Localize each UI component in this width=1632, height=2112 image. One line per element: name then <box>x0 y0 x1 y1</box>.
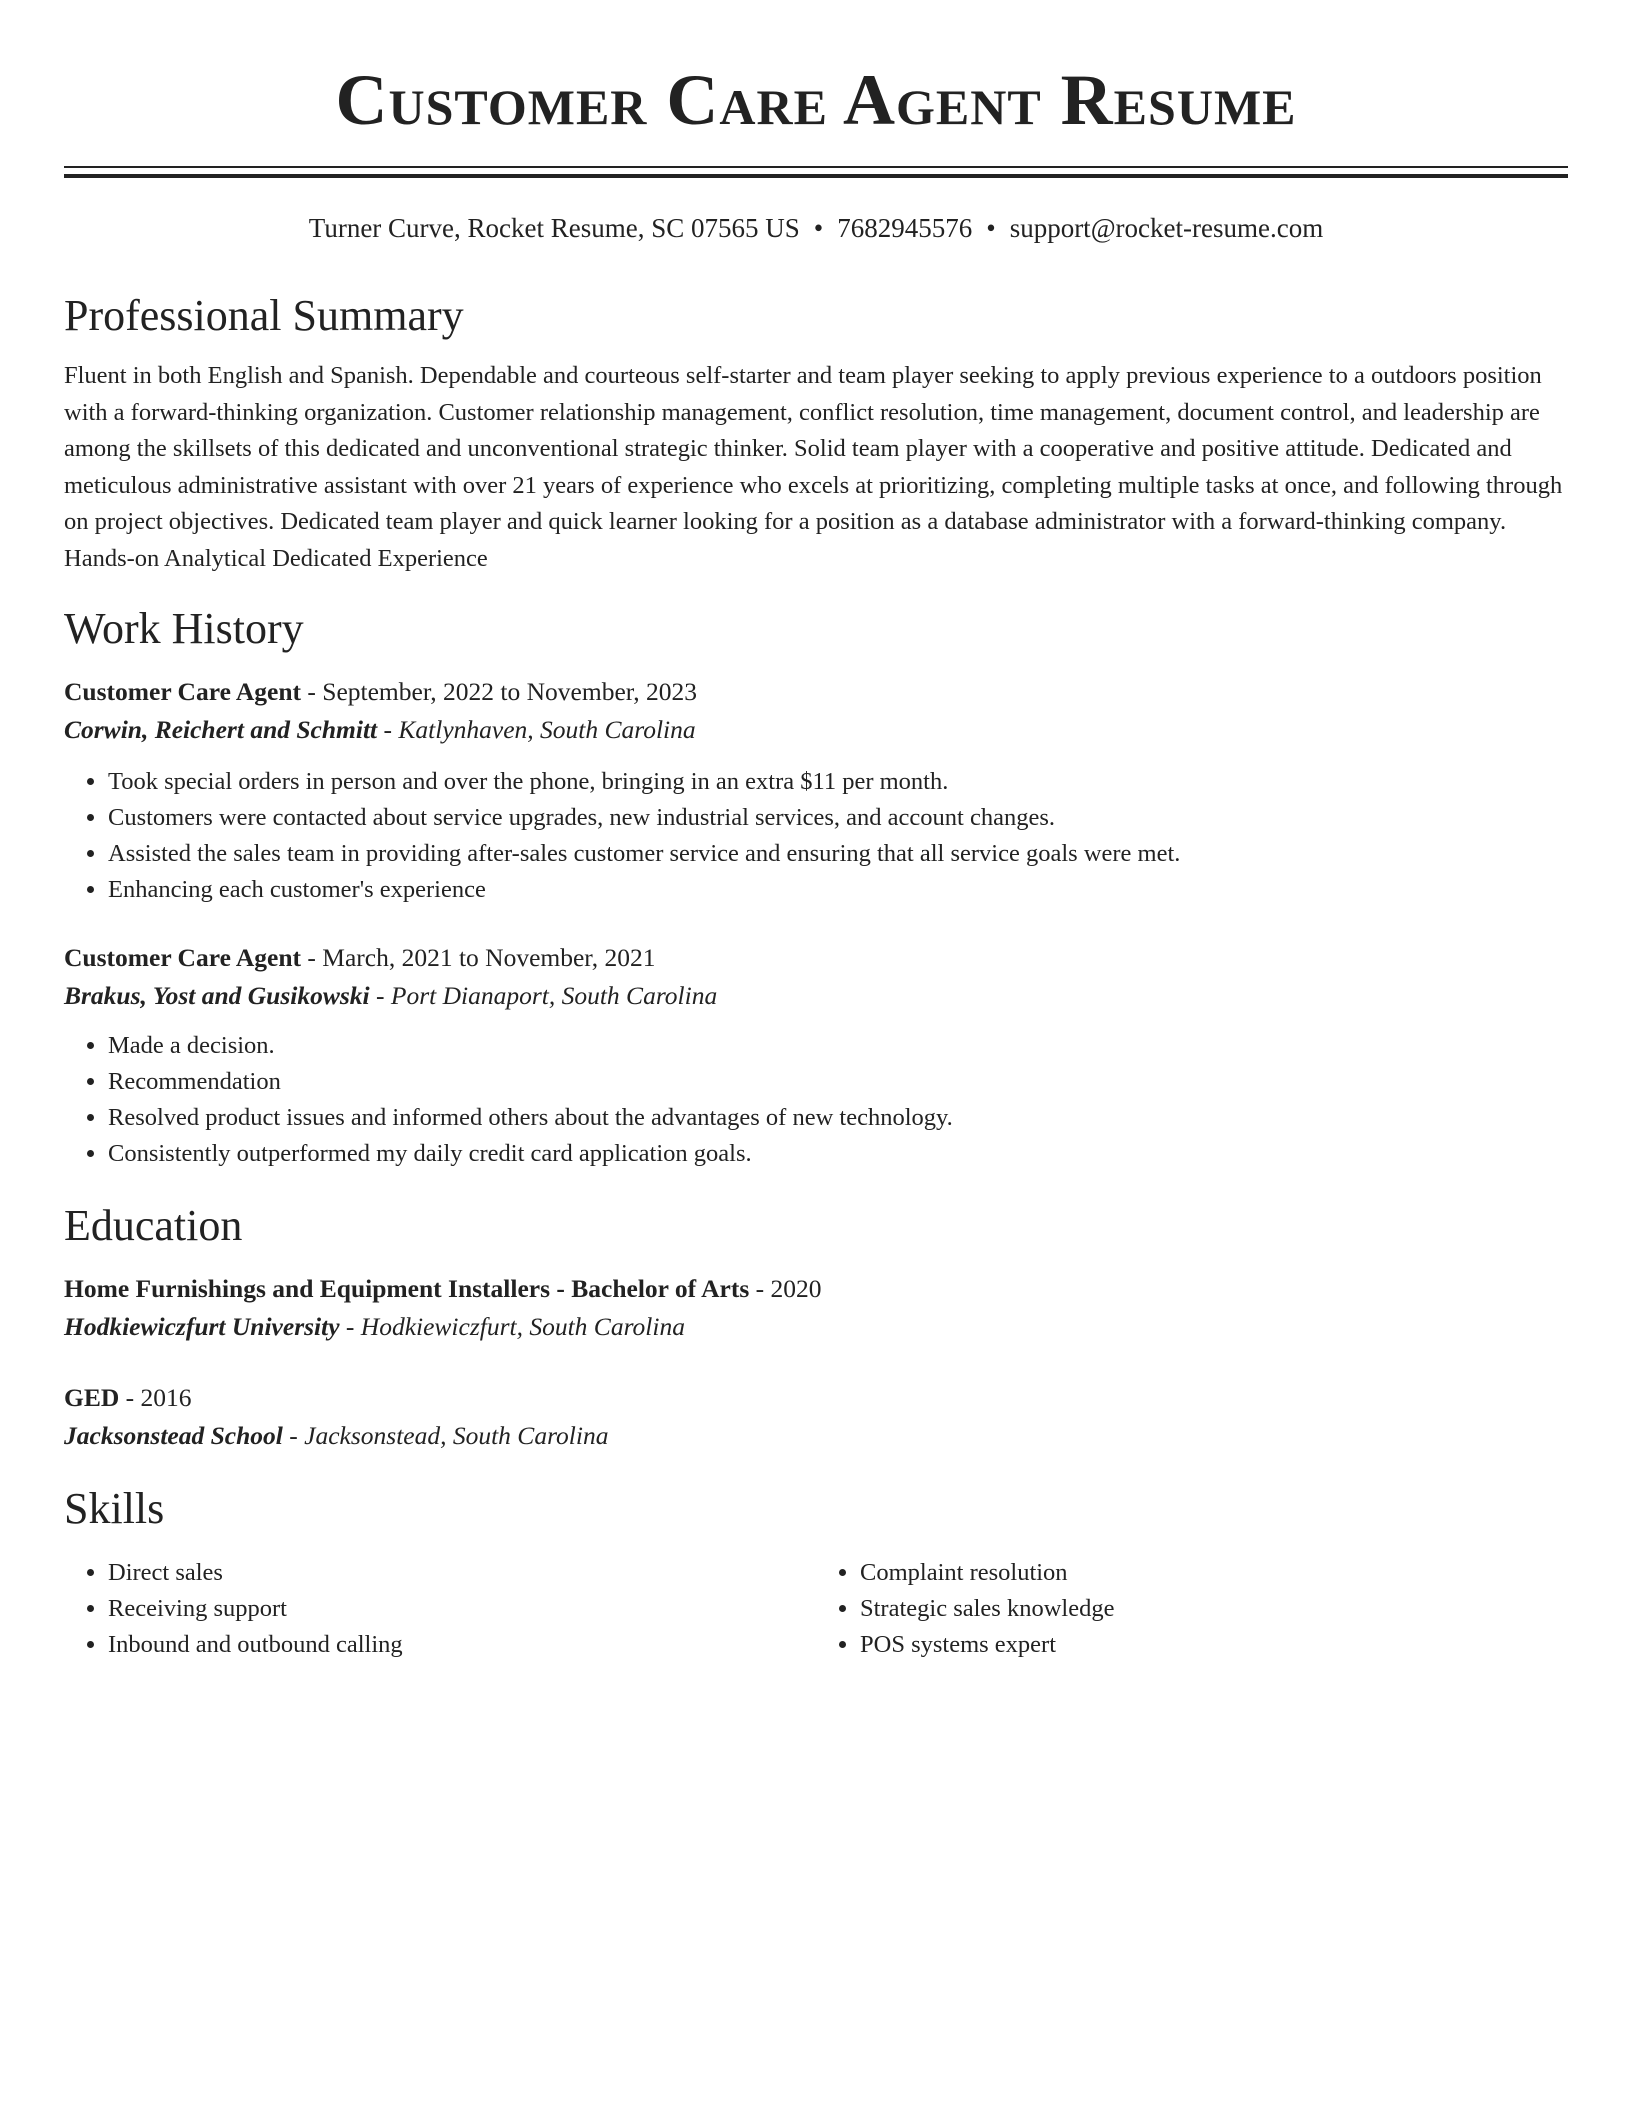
list-item: • Assisted the sales team in providing after-sales customer service and ensuring that all service goals were met. <box>108 836 1568 872</box>
degree-line <box>64 1379 1568 1417</box>
job-company-line <box>64 977 1568 1015</box>
degree-year: - 2016 <box>119 1383 192 1412</box>
skill-item: • Receiving support <box>108 1591 816 1627</box>
school-location: - Hodkiewiczfurt, South Carolina <box>339 1312 685 1341</box>
education-entry <box>64 1270 1568 1346</box>
school-location: - Jacksonstead, South Carolina <box>282 1421 609 1450</box>
job-dates: - March, 2021 to November, 2021 <box>301 943 656 972</box>
skills-column-right <box>816 1555 1568 1663</box>
degree-year: - 2020 <box>749 1274 822 1303</box>
summary-text: Fluent in both English and Spanish. Dependable and courteous self-starter and team player seeking to apply previous experience to a outdoors position with a forward-thinking organization. Customer relationship management, conflict resolution, time management, document control, and leadership are among the skillsets of this dedicated and unconventional strategic thinker. Solid team player with a cooperative and positive attitude. Dedicated and meticulous administrative assistant with over 21 years of experience who excels at prioritizing, completing multiple tasks at once, and following through on project objectives. Dedicated team player and quick learner looking for a position as a database administrator with a forward-thinking company. Hands-on Analytical Dedicated Experience <box>64 362 1563 572</box>
school-name: Jacksonstead School <box>64 1421 283 1450</box>
contact-address: Turner Curve, Rocket Resume, SC 07565 US <box>308 213 800 243</box>
work-history-heading: Work History <box>64 604 304 653</box>
job-title: Customer Care Agent <box>64 677 302 706</box>
job-bullets <box>64 764 1568 908</box>
contact-separator: • <box>813 213 824 243</box>
title-divider-thick <box>64 174 1568 178</box>
job-title-line <box>64 939 1568 977</box>
job-company: Corwin, Reichert and Schmitt <box>64 715 378 744</box>
skill-item: • Strategic sales knowledge <box>860 1591 1568 1627</box>
job-dates: - September, 2022 to November, 2023 <box>301 677 697 706</box>
education-heading: Education <box>64 1201 243 1250</box>
degree-name: GED <box>64 1383 120 1412</box>
degree-name: Home Furnishings and Equipment Installers - Bachelor of Arts <box>64 1274 750 1303</box>
job-company-line <box>64 711 1568 749</box>
job-title-line <box>64 673 1568 711</box>
skill-item: • POS systems expert <box>860 1627 1568 1663</box>
job-bullets <box>64 1028 1568 1172</box>
skills-list <box>64 1555 1568 1663</box>
skill-item: • Direct sales <box>108 1555 816 1591</box>
school-name: Hodkiewiczfurt University <box>64 1312 340 1341</box>
job-company: Brakus, Yost and Gusikowski <box>64 981 370 1010</box>
title-divider-thin <box>64 166 1568 168</box>
list-item: • Enhancing each customer's experience <box>108 872 1568 908</box>
contact-line <box>64 210 1568 246</box>
resume-title: Customer Care Agent Resume <box>335 60 1297 140</box>
list-item: • Took special orders in person and over the phone, bringing in an extra $11 per month. <box>108 764 1568 800</box>
list-item: • Resolved product issues and informed others about the advantages of new technology. <box>108 1100 1568 1136</box>
degree-line <box>64 1270 1568 1308</box>
contact-phone: 7682945576 <box>837 213 973 243</box>
summary-heading: Professional Summary <box>64 291 464 340</box>
job-entry <box>64 673 1568 908</box>
job-title: Customer Care Agent <box>64 943 302 972</box>
skills-column-left <box>64 1555 816 1663</box>
contact-separator: • <box>986 213 996 243</box>
skills-heading: Skills <box>64 1484 165 1533</box>
skill-item: • Complaint resolution <box>860 1555 1568 1591</box>
school-line <box>64 1308 1568 1346</box>
contact-email[interactable]: support@rocket-resume.com <box>1009 213 1324 243</box>
school-line <box>64 1417 1568 1455</box>
job-location: - Port Dianaport, South Carolina <box>369 981 718 1010</box>
list-item: • Consistently outperformed my daily credit card application goals. <box>108 1136 1568 1172</box>
education-entry <box>64 1379 1568 1455</box>
list-item: • Customers were contacted about service upgrades, new industrial services, and account changes. <box>108 800 1568 836</box>
list-item: • Made a decision. <box>108 1028 1568 1064</box>
job-location: - Katlynhaven, South Carolina <box>377 715 696 744</box>
list-item: • Recommendation <box>108 1064 1568 1100</box>
skill-item: • Inbound and outbound calling <box>108 1627 816 1663</box>
job-entry <box>64 939 1568 1172</box>
